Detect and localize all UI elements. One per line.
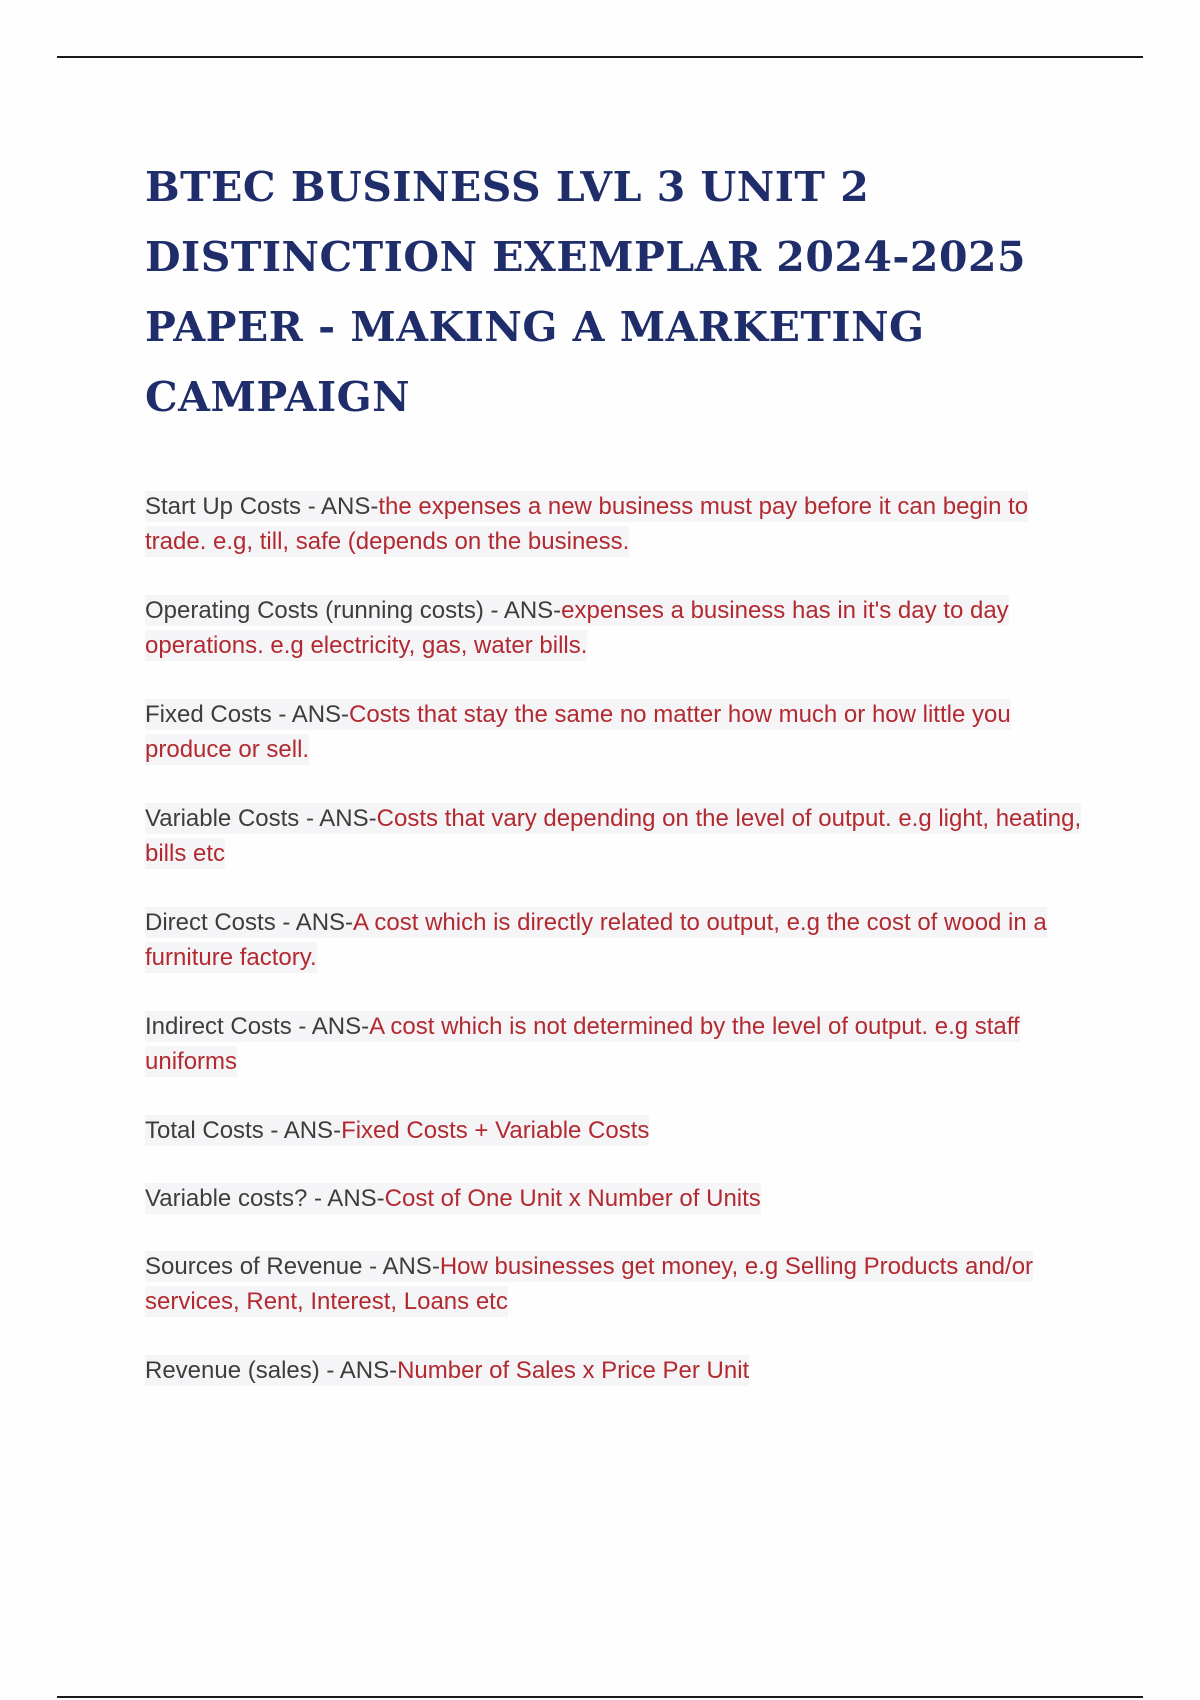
qa-item-fixed-costs [145,697,1090,767]
document-title: BTEC BUSINESS LVL 3 UNIT 2 DISTINCTION EXEMPLAR 2024-2025 PAPER - MAKING A MARKETING CAMPAIGN [145,163,1027,421]
bottom-rule [57,1696,1143,1698]
qa-question: Direct Costs - ANS- [145,909,354,936]
qa-item-variable-costs [145,801,1090,871]
qa-question: Operating Costs (running costs) - ANS- [145,597,562,624]
qa-answer: Cost of One Unit x Number of Units [384,1185,761,1212]
qa-item-variable-costs-formula [145,1181,1090,1216]
qa-answer: Costs that stay the same no matter how much or how little you produce or sell. [145,701,1011,763]
qa-item-direct-costs [145,905,1090,975]
qa-answer: Costs that vary depending on the level of output. e.g light, heating, bills etc [145,805,1082,867]
qa-answer: Number of Sales x Price Per Unit [397,1357,750,1384]
qa-answer: the expenses a new business must pay before it can begin to trade. e.g, till, safe (depends on the business. [145,493,1029,555]
qa-item-start-up-costs [145,489,1090,559]
qa-question: Start Up Costs - ANS- [145,493,379,520]
qa-question: Sources of Revenue - ANS- [145,1253,440,1280]
qa-question: Variable Costs - ANS- [145,805,377,832]
qa-item-operating-costs [145,593,1090,663]
top-rule [57,56,1143,58]
qa-question: Variable costs? - ANS- [145,1185,385,1212]
qa-answer: Fixed Costs + Variable Costs [341,1117,650,1144]
qa-item-total-costs [145,1113,1090,1148]
qa-item-revenue-sales [145,1353,1090,1388]
qa-answer: How businesses get money, e.g Selling Products and/or services, Rent, Interest, Loans etc [145,1253,1034,1315]
qa-item-sources-of-revenue [145,1249,1090,1319]
qa-item-indirect-costs [145,1009,1090,1079]
qa-question: Indirect Costs - ANS- [145,1013,370,1040]
qa-question: Fixed Costs - ANS- [145,701,350,728]
qa-list [145,489,1090,1421]
qa-question: Total Costs - ANS- [145,1117,342,1144]
qa-answer: A cost which is directly related to output, e.g the cost of wood in a furniture factory. [145,909,1047,971]
qa-question: Revenue (sales) - ANS- [145,1357,398,1384]
qa-answer: A cost which is not determined by the level of output. e.g staff uniforms [145,1013,1020,1075]
qa-answer: expenses a business has in it's day to day operations. e.g electricity, gas, water bills. [145,597,1009,659]
